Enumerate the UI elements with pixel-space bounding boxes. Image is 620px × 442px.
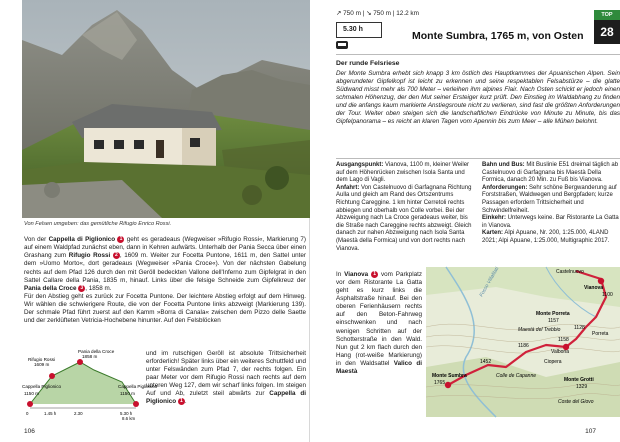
text-span: geht es geradeaus (Wegweiser »Rifugio Rossi«, Markierung 7) auf einem Waldpfad zunächst eben, dann in Kehren aufwärts. Unterhalb der Pania Secca über einen Grashang zum: [24, 236, 306, 260]
place-valico: Valico di Maestà: [336, 359, 422, 375]
page-number-left: 106: [24, 427, 35, 435]
place-rifugio-rossi: Rifugio Rossi: [68, 252, 111, 260]
info-text: Alpi Apuane, Nr. 200, 1:25.000, 4LAND 2021; Alpi Apuane, 1:25.000, Multigraphic 2017.: [482, 230, 610, 245]
tour-intro: Der Monte Sumbra erhebt sich knapp 3 km östlich des Hauptkammes der Apuanischen Alpen. Sein abgerundeter Gipfelkopf ist leicht zu erkennen und seine respektablen Felsabstürze – die glatte Südwand misst mehr als 700 Meter – verleihen ihm alpines Flair. Nach Osten schickt er jedoch einen schmalen Höhenzug, der den Mut seiner Ersteiger kurz prüft. Den Einstieg im Waldabhang zu finden und die anfangs kaum markierte Anstiegsroute nicht zu verlieren, sind fast die größten Anforderungen der Tour. Weiter oben steigen sich die landschaftlichen Eindrücke von Minute zu Minute, bis das Gipfelpanorama – es reicht an klaren Tagen vom Apennin bis zum Meer – alle Mühen belohnt.: [336, 70, 620, 126]
text-span: , 1858 m.: [85, 284, 112, 292]
profile-peak-label: Pania della Croce: [78, 349, 115, 354]
profile-peak-marker: [77, 359, 83, 365]
map-alt-4: 1158: [558, 337, 569, 343]
descent-text: Für den Abstieg geht es zurück zur Focetta Puntone. Der leichtere Abstieg erfolgt auf dem Hinweg. Wir wählen die schwierigere Route, die von der Focetta Puntone links abzweigt (Markierung 139). Der schmale Pfad führt zuerst auf den Kamm »Borra di Canala« zwischen dem Pizzo delle Saette und der zerklüfteten Vetricia-Hochebene hinunter. Auf den Felsblöcken: [24, 292, 306, 324]
map-label-vianova-alt: 1100: [602, 292, 613, 298]
profile-start-alt: 1150 m: [24, 391, 39, 396]
profile-end-label: Cappella Piglionico: [118, 384, 158, 389]
profile-hut-marker: [49, 373, 55, 379]
waypoint-marker-3: 3: [78, 285, 85, 292]
profile-hut-label: Rifugio Rossi: [28, 357, 56, 362]
map-label-sumbra-alt: 1765: [434, 380, 446, 386]
map-alt-2: 1128: [574, 325, 585, 331]
map-label-trebbio: Maestà del Trebbio: [518, 327, 561, 333]
map-label-porreta2: Porreta: [592, 331, 609, 337]
profile-zero: 0: [26, 411, 29, 416]
text-span: vom Parkplatz vor dem Ristorante La Gatta geht es kurz links die Asphaltstraße hinauf. Bei den oberen Ferienhäusern rechts auf den Beton-Fahrweg einschwenken und nach wenigen Schritten auf der Schotterstraße in den Wald. Nun gut 2 km flach durch den Hang (rot-weiße Markierung) in den Waldsattel: [336, 271, 422, 367]
elevation-profile: [22, 348, 158, 421]
text-span: , 1609 m. Weiter zur Focetta Puntone, 1611 m, den Sattel unter dem »Uomo Morto«, dort geradeaus (Wegweiser »Pania Croce«). Von der nächsten Gabelung rechts auf dem Pfad 126 durch den mit Geröll bedeckten Vallone dell'Inferno zum Gipfelgrat in den Sattel Callare della Pania, 1835 m, hinauf. Links über die felsige Schneide zum Gipfelkreuz der: [24, 252, 306, 284]
profile-end-alt: 1150 m: [120, 391, 135, 396]
profile-time-1: 1.45 h: [44, 411, 57, 416]
profile-start-label: Cappella Piglionico: [22, 384, 62, 389]
place-cappella: Cappella di Piglionico: [48, 236, 116, 244]
info-column-left: [336, 162, 474, 253]
map-alt-1: 1452: [480, 359, 492, 365]
info-text: Von Castelnuovo di Garfagnana Richtung Aulla und gleich am Rand des Ortszentrums Richtung Careggine. 1 km hinter Cerretoli rechts abbiegen und oberhalb von Colle vorbei. Bei der Abzweigung nach La Croce geradeaus weiter, bis die Straße nach Careggine rechts abzweigt. Gleich danach zur nahen Abzweigung nach Isola Santa (Maestà della Formica) und von dort rechts nach Vianova.: [336, 184, 472, 252]
info-label: Bahn und Bus:: [482, 162, 525, 168]
profile-distance: 8.6 km: [122, 416, 136, 421]
map-marker-sumbra: [445, 382, 451, 388]
text-span: Von der: [24, 236, 49, 244]
info-entry: [482, 215, 620, 230]
route-description: [24, 236, 306, 325]
info-column-right: [482, 162, 620, 246]
info-entry: [482, 162, 620, 185]
map-label-colle: Colle de Capanne: [496, 373, 537, 379]
map-label-vianova: Vianova: [584, 285, 604, 291]
map-label-porreta: Monte Porreta: [536, 311, 570, 317]
waypoint-marker-1: 1: [371, 271, 378, 278]
divider: [336, 158, 620, 159]
text-span: und im rutschigen Geröll ist absolute Trittsicherheit erforderlich! Später links über ein weiteres Schuttfeld und unter Felswänden zum Pfad 7, der rechts folgen. Ein paar Meter vor dem Rifugio Rossi nach rechts auf dem unteren Weg 127, dem wir scharf links folgen. Im steigen Auf und Ab, zuletzt steil abwärts zur: [146, 350, 306, 398]
info-text: Sehr schöne Bergwanderung auf Forststraßen, Waldwegen und Bergpfaden; kurze Passagen erfordern Trittsicherheit und Schwindelfreiheit.: [482, 184, 617, 214]
map-label-castelnuovo: Castelnuovo: [556, 269, 584, 275]
profile-start-marker: [27, 401, 33, 407]
map-label-grotti-alt: 1329: [576, 384, 588, 390]
tour-subheading: Der runde Felsriese: [336, 60, 400, 67]
tour-stats: ↗ 750 m | ↘ 750 m | 12.2 km: [336, 10, 419, 17]
waypoint-marker-2: 2: [113, 252, 120, 259]
info-text: Unterwegs keine. Bar Ristorante La Gatta in Vianova.: [482, 215, 619, 229]
info-text: Mit Buslinie E51 dreimal täglich ab Castelnuovo di Garfagnana bis Maestà Della Formica, danach 20 Min. zu Fuß bis Vianova.: [482, 162, 619, 184]
map-label-porreta-alt: 1157: [548, 318, 559, 324]
map-alt-3: 1186: [518, 343, 529, 349]
tour-number-badge: 28: [594, 20, 620, 44]
map-label-sumbra: Monte Sumbra: [432, 373, 467, 379]
tour-title: Monte Sumbra, 1765 m, von Osten: [412, 30, 584, 42]
map-label-river: Fosso Villafilati: [478, 266, 501, 298]
route-map: [426, 267, 620, 417]
info-entry: [482, 230, 620, 245]
map-label-grotti: Monte Grotti: [564, 377, 594, 383]
place-cappella-end: Cappella di Piglionico: [146, 390, 306, 406]
page-number-right: 107: [585, 427, 596, 435]
info-label: Einkehr:: [482, 215, 507, 222]
info-label: Karten:: [482, 230, 504, 237]
right-page: [310, 0, 620, 442]
map-label-valbona: Valbona: [551, 349, 569, 355]
topographic-map: [426, 267, 620, 417]
hut-photo: [22, 0, 310, 218]
mountain-hut-image: [22, 0, 310, 218]
waypoint-marker-1b: 1: [178, 398, 185, 405]
divider: [336, 54, 620, 55]
profile-hut-alt: 1609 m: [34, 362, 50, 367]
info-entry: [482, 185, 620, 215]
map-label-ciopera: Ciopera: [544, 359, 562, 365]
profile-time-3: 5.30 h: [120, 411, 133, 416]
info-label: Ausgangspunkt:: [336, 162, 384, 168]
duration-box: 5.30 h: [336, 22, 382, 38]
info-text: Vianova, 1100 m, kleiner Weiler auf dem Höhenrücken zwischen Isola Santa und dem Lago di Vagli.: [336, 162, 470, 184]
waypoint-marker-1: 1: [117, 236, 124, 243]
info-label: Anforderungen:: [482, 184, 528, 191]
info-entry: [336, 162, 474, 185]
info-entry: [336, 185, 474, 253]
place-pania-croce: Pania della Croce: [24, 284, 77, 292]
text-span: In: [336, 271, 345, 279]
photo-caption: Von Felsen umgeben: das gemütliche Rifugio Enrico Rossi.: [24, 221, 172, 227]
info-label: Anfahrt:: [336, 184, 360, 191]
top-badge: TOP: [594, 10, 620, 20]
map-label-coste: Coste del Giovo: [558, 399, 594, 405]
descent-text-continued: und im rutschigen Geröll ist absolute Trittsicherheit erforderlich! Später links über ein weiteres Schuttfeld und unter Felswänden zum Pfad 7, der rechts folgen. Ein paar Meter vor dem Rifugio Rossi nach rechts auf dem unteren Weg 127, dem wir scharf links folgen. Im steigen Auf und Ab, zuletzt steil abwärts zur Cappella di Piglionico 1 .: [146, 350, 306, 406]
map-marker-vianova: [598, 278, 604, 284]
profile-end-marker: [133, 401, 139, 407]
profile-peak-alt: 1858 m: [82, 354, 98, 359]
place-vianova: Vianova: [344, 271, 369, 279]
bus-icon: [336, 41, 348, 49]
profile-time-2: 2.30: [74, 411, 83, 416]
route-text: [336, 271, 422, 376]
elevation-profile-chart: [22, 348, 158, 421]
